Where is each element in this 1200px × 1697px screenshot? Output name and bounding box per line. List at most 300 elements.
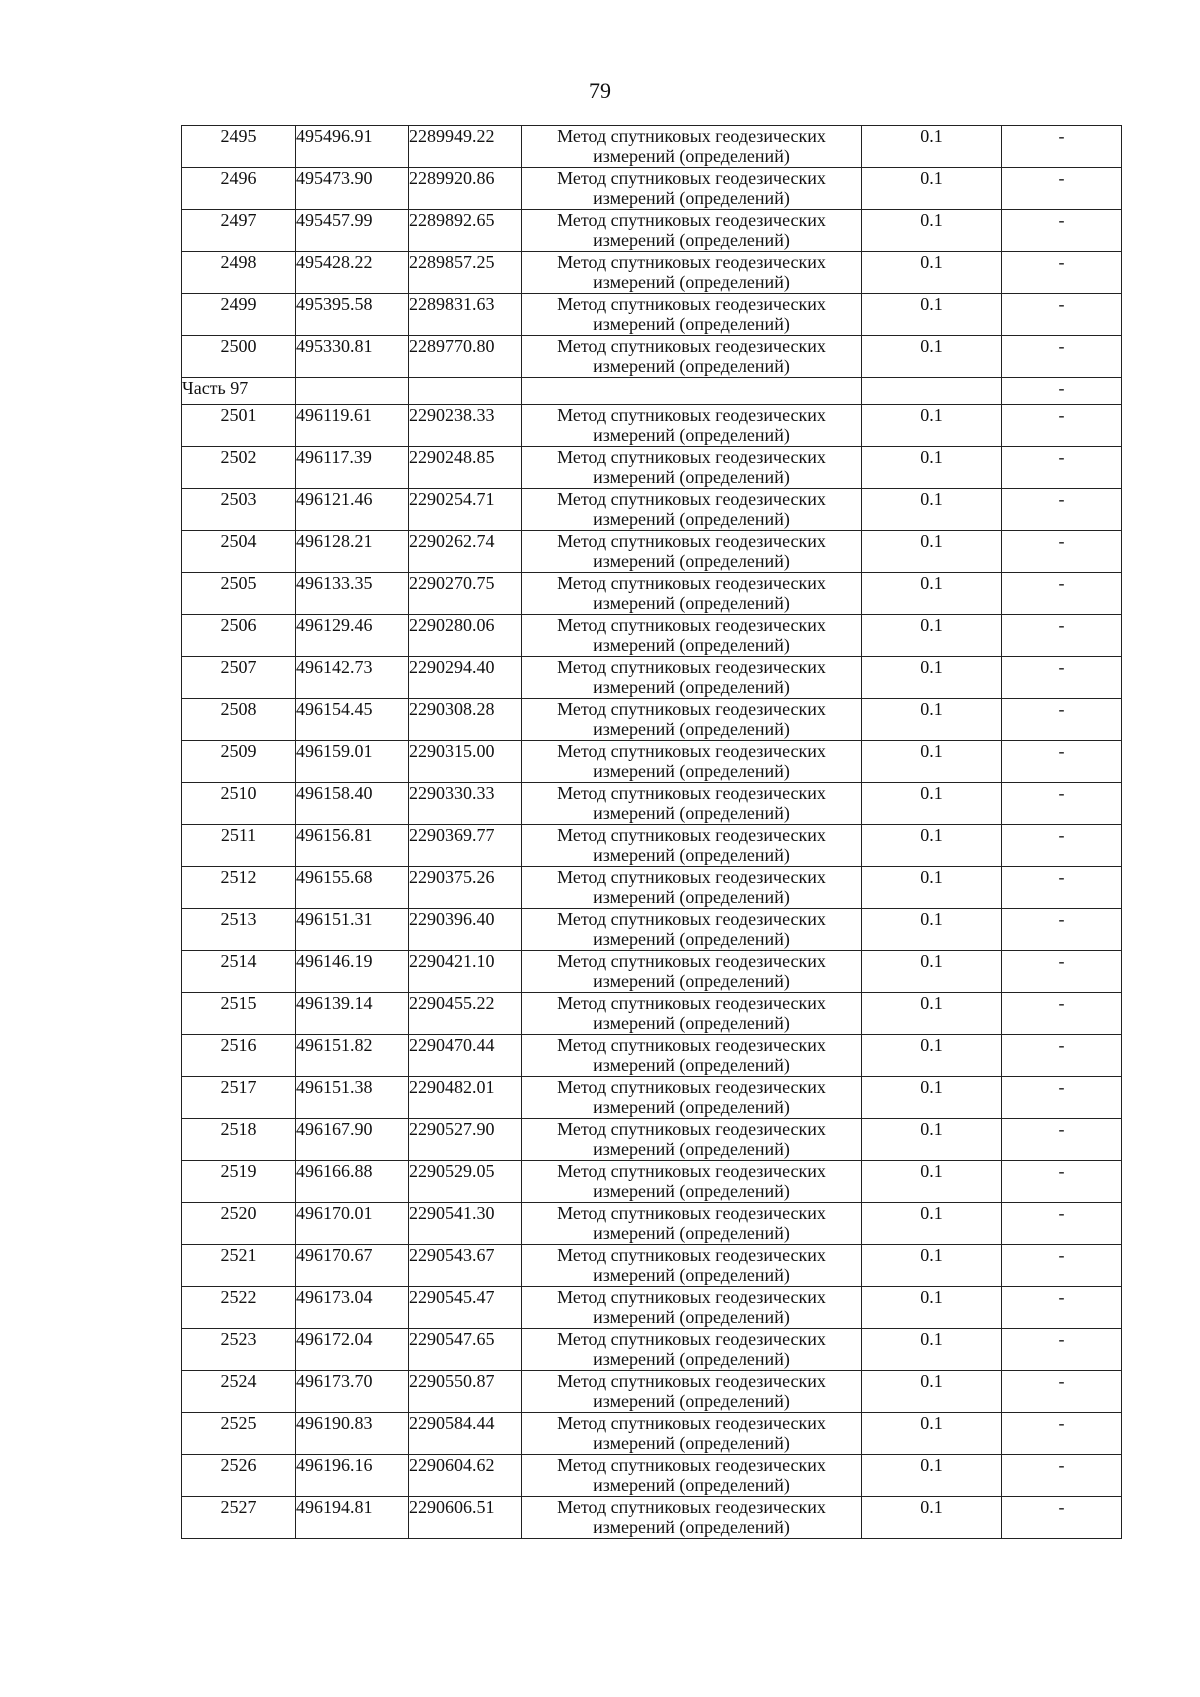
method-cell [522,1161,862,1203]
method-cell [522,951,862,993]
x-coordinate-cell: 496151.82 [296,1035,409,1077]
accuracy-cell: 0.1 [862,405,1002,447]
y-coordinate-cell: 2290396.40 [409,909,522,951]
note-cell: - [1002,867,1122,909]
accuracy-cell: 0.1 [862,126,1002,168]
accuracy-cell: 0.1 [862,1119,1002,1161]
note-cell: - [1002,1203,1122,1245]
y-coordinate-cell: 2290543.67 [409,1245,522,1287]
table-row [182,1455,1122,1497]
note-cell: - [1002,783,1122,825]
table-row [182,1035,1122,1077]
x-coordinate-cell: 496154.45 [296,699,409,741]
table-row [182,1329,1122,1371]
point-number-cell: 2525 [182,1413,296,1455]
method-cell [522,1119,862,1161]
y-coordinate-cell: 2290606.51 [409,1497,522,1539]
method-line-2: измерений (определений) [593,1223,790,1243]
x-coordinate-cell: 496190.83 [296,1413,409,1455]
method-cell [522,126,862,168]
method-line-1: Метод спутниковых геодезических [557,1077,826,1097]
table-row [182,294,1122,336]
y-coordinate-cell: 2289949.22 [409,126,522,168]
method-line-1: Метод спутниковых геодезических [557,336,826,356]
accuracy-cell: 0.1 [862,294,1002,336]
method-line-1: Метод спутниковых геодезических [557,951,826,971]
note-cell: - [1002,951,1122,993]
method-cell [522,1455,862,1497]
method-line-1: Метод спутниковых геодезических [557,867,826,887]
note-cell: - [1002,252,1122,294]
method-line-2: измерений (определений) [593,230,790,250]
x-coordinate-cell: 495496.91 [296,126,409,168]
method-line-1: Метод спутниковых геодезических [557,210,826,230]
method-cell [522,909,862,951]
y-coordinate-cell: 2290262.74 [409,531,522,573]
method-line-1: Метод спутниковых геодезических [557,126,826,146]
table-row [182,252,1122,294]
table-row [182,909,1122,951]
y-coordinate-cell: 2290470.44 [409,1035,522,1077]
accuracy-cell: 0.1 [862,1497,1002,1539]
point-number-cell: 2512 [182,867,296,909]
table-row [182,1371,1122,1413]
method-cell [522,210,862,252]
x-coordinate-cell: 496129.46 [296,615,409,657]
method-cell [522,1497,862,1539]
method-line-1: Метод спутниковых геодезических [557,1497,826,1517]
method-line-2: измерений (определений) [593,1391,790,1411]
accuracy-cell: 0.1 [862,252,1002,294]
table-row [182,489,1122,531]
accuracy-cell: 0.1 [862,783,1002,825]
accuracy-cell: 0.1 [862,615,1002,657]
y-coordinate-cell: 2290529.05 [409,1161,522,1203]
method-line-1: Метод спутниковых геодезических [557,573,826,593]
note-cell: - [1002,531,1122,573]
rows-after-part [182,405,1122,1539]
method-line-2: измерений (определений) [593,1349,790,1369]
method-line-1: Метод спутниковых геодезических [557,294,826,314]
method-line-2: измерений (определений) [593,887,790,907]
point-number-cell: 2504 [182,531,296,573]
point-number-cell: 2521 [182,1245,296,1287]
accuracy-cell: 0.1 [862,168,1002,210]
point-number-cell: 2495 [182,126,296,168]
method-line-1: Метод спутниковых геодезических [557,657,826,677]
rows-before-part [182,126,1122,378]
method-line-2: измерений (определений) [593,971,790,991]
point-number-cell: 2505 [182,573,296,615]
point-number-cell: 2524 [182,1371,296,1413]
table-row [182,336,1122,378]
accuracy-cell: 0.1 [862,741,1002,783]
part-empty-cell [409,378,522,405]
method-cell [522,1329,862,1371]
table-row [182,741,1122,783]
method-cell [522,336,862,378]
note-cell: - [1002,1455,1122,1497]
accuracy-cell: 0.1 [862,1161,1002,1203]
table-row [182,993,1122,1035]
y-coordinate-cell: 2290270.75 [409,573,522,615]
accuracy-cell: 0.1 [862,1245,1002,1287]
note-cell: - [1002,741,1122,783]
coordinates-table [181,125,1122,1539]
x-coordinate-cell: 496142.73 [296,657,409,699]
point-number-cell: 2511 [182,825,296,867]
method-cell [522,252,862,294]
table-row [182,1203,1122,1245]
x-coordinate-cell: 496159.01 [296,741,409,783]
y-coordinate-cell: 2290584.44 [409,1413,522,1455]
x-coordinate-cell: 496167.90 [296,1119,409,1161]
accuracy-cell: 0.1 [862,1371,1002,1413]
method-cell [522,699,862,741]
note-cell: - [1002,210,1122,252]
method-line-2: измерений (определений) [593,425,790,445]
method-line-2: измерений (определений) [593,509,790,529]
note-cell: - [1002,1245,1122,1287]
y-coordinate-cell: 2290604.62 [409,1455,522,1497]
y-coordinate-cell: 2290294.40 [409,657,522,699]
method-cell [522,783,862,825]
method-line-1: Метод спутниковых геодезических [557,168,826,188]
note-cell: - [1002,1035,1122,1077]
y-coordinate-cell: 2290421.10 [409,951,522,993]
point-number-cell: 2523 [182,1329,296,1371]
method-line-1: Метод спутниковых геодезических [557,1287,826,1307]
note-cell: - [1002,615,1122,657]
y-coordinate-cell: 2289831.63 [409,294,522,336]
method-cell [522,741,862,783]
y-coordinate-cell: 2290550.87 [409,1371,522,1413]
method-line-2: измерений (определений) [593,1181,790,1201]
y-coordinate-cell: 2290238.33 [409,405,522,447]
note-cell: - [1002,1329,1122,1371]
x-coordinate-cell: 496158.40 [296,783,409,825]
x-coordinate-cell: 496173.70 [296,1371,409,1413]
method-line-2: измерений (определений) [593,719,790,739]
x-coordinate-cell: 495428.22 [296,252,409,294]
method-line-1: Метод спутниковых геодезических [557,741,826,761]
note-cell: - [1002,1413,1122,1455]
point-number-cell: 2515 [182,993,296,1035]
x-coordinate-cell: 496166.88 [296,1161,409,1203]
table-row [182,1119,1122,1161]
method-line-2: измерений (определений) [593,845,790,865]
y-coordinate-cell: 2290315.00 [409,741,522,783]
point-number-cell: 2522 [182,1287,296,1329]
method-line-2: измерений (определений) [593,1517,790,1537]
point-number-cell: 2526 [182,1455,296,1497]
x-coordinate-cell: 496121.46 [296,489,409,531]
table-row [182,951,1122,993]
method-line-1: Метод спутниковых геодезических [557,699,826,719]
note-cell: - [1002,489,1122,531]
method-cell [522,405,862,447]
y-coordinate-cell: 2290248.85 [409,447,522,489]
y-coordinate-cell: 2289920.86 [409,168,522,210]
method-cell [522,1035,862,1077]
x-coordinate-cell: 495473.90 [296,168,409,210]
table-row [182,783,1122,825]
method-line-1: Метод спутниковых геодезических [557,252,826,272]
note-cell: - [1002,1161,1122,1203]
y-coordinate-cell: 2290254.71 [409,489,522,531]
x-coordinate-cell: 496117.39 [296,447,409,489]
table-row [182,447,1122,489]
method-cell [522,1287,862,1329]
method-line-1: Метод спутниковых геодезических [557,1035,826,1055]
method-line-1: Метод спутниковых геодезических [557,1413,826,1433]
method-line-2: измерений (определений) [593,188,790,208]
x-coordinate-cell: 496196.16 [296,1455,409,1497]
method-line-2: измерений (определений) [593,761,790,781]
method-line-2: измерений (определений) [593,1433,790,1453]
method-cell [522,993,862,1035]
method-line-1: Метод спутниковых геодезических [557,1119,826,1139]
method-cell [522,573,862,615]
method-cell [522,615,862,657]
x-coordinate-cell: 496194.81 [296,1497,409,1539]
table-row [182,531,1122,573]
point-number-cell: 2500 [182,336,296,378]
method-line-2: измерений (определений) [593,593,790,613]
part-note: - [1002,378,1122,405]
method-cell [522,1245,862,1287]
page-number: 79 [589,78,611,103]
accuracy-cell: 0.1 [862,951,1002,993]
table-row [182,867,1122,909]
method-cell [522,1077,862,1119]
accuracy-cell: 0.1 [862,993,1002,1035]
method-line-1: Метод спутниковых геодезических [557,1161,826,1181]
y-coordinate-cell: 2290369.77 [409,825,522,867]
accuracy-cell: 0.1 [862,1413,1002,1455]
point-number-cell: 2502 [182,447,296,489]
note-cell: - [1002,1371,1122,1413]
accuracy-cell: 0.1 [862,1035,1002,1077]
part-label: Часть 97 [182,378,296,405]
x-coordinate-cell: 496156.81 [296,825,409,867]
accuracy-cell: 0.1 [862,825,1002,867]
method-line-2: измерений (определений) [593,677,790,697]
method-line-2: измерений (определений) [593,146,790,166]
method-line-2: измерений (определений) [593,1097,790,1117]
method-line-1: Метод спутниковых геодезических [557,405,826,425]
note-cell: - [1002,126,1122,168]
table-row [182,1287,1122,1329]
method-cell [522,168,862,210]
y-coordinate-cell: 2290330.33 [409,783,522,825]
method-cell [522,1203,862,1245]
x-coordinate-cell: 496133.35 [296,573,409,615]
accuracy-cell: 0.1 [862,657,1002,699]
x-coordinate-cell: 496173.04 [296,1287,409,1329]
part-empty-cell [296,378,409,405]
method-line-2: измерений (определений) [593,1055,790,1075]
point-number-cell: 2499 [182,294,296,336]
method-line-2: измерений (определений) [593,467,790,487]
point-number-cell: 2507 [182,657,296,699]
method-line-1: Метод спутниковых геодезических [557,1203,826,1223]
x-coordinate-cell: 495457.99 [296,210,409,252]
method-line-2: измерений (определений) [593,1139,790,1159]
method-cell [522,657,862,699]
part-row [182,378,1122,405]
y-coordinate-cell: 2290375.26 [409,867,522,909]
accuracy-cell: 0.1 [862,1077,1002,1119]
point-number-cell: 2516 [182,1035,296,1077]
table-row [182,699,1122,741]
method-line-1: Метод спутниковых геодезических [557,825,826,845]
point-number-cell: 2509 [182,741,296,783]
method-line-2: измерений (определений) [593,635,790,655]
method-line-2: измерений (определений) [593,1265,790,1285]
table-row [182,126,1122,168]
method-line-1: Метод спутниковых геодезических [557,615,826,635]
table-row [182,1161,1122,1203]
method-line-1: Метод спутниковых геодезических [557,531,826,551]
point-number-cell: 2520 [182,1203,296,1245]
note-cell: - [1002,336,1122,378]
x-coordinate-cell: 496155.68 [296,867,409,909]
note-cell: - [1002,699,1122,741]
accuracy-cell: 0.1 [862,909,1002,951]
method-cell [522,867,862,909]
x-coordinate-cell: 495330.81 [296,336,409,378]
table-row [182,168,1122,210]
accuracy-cell: 0.1 [862,699,1002,741]
accuracy-cell: 0.1 [862,573,1002,615]
x-coordinate-cell: 496151.38 [296,1077,409,1119]
note-cell: - [1002,1077,1122,1119]
table-row [182,1077,1122,1119]
method-line-1: Метод спутниковых геодезических [557,909,826,929]
point-number-cell: 2506 [182,615,296,657]
part-empty-cell [522,378,862,405]
method-line-2: измерений (определений) [593,803,790,823]
accuracy-cell: 0.1 [862,867,1002,909]
y-coordinate-cell: 2290455.22 [409,993,522,1035]
accuracy-cell: 0.1 [862,1203,1002,1245]
method-cell [522,294,862,336]
note-cell: - [1002,825,1122,867]
accuracy-cell: 0.1 [862,447,1002,489]
note-cell: - [1002,657,1122,699]
point-number-cell: 2517 [182,1077,296,1119]
x-coordinate-cell: 496139.14 [296,993,409,1035]
accuracy-cell: 0.1 [862,1455,1002,1497]
method-line-1: Метод спутниковых геодезических [557,489,826,509]
method-line-1: Метод спутниковых геодезических [557,1245,826,1265]
table-row [182,657,1122,699]
y-coordinate-cell: 2290545.47 [409,1287,522,1329]
accuracy-cell: 0.1 [862,489,1002,531]
method-cell [522,1413,862,1455]
note-cell: - [1002,993,1122,1035]
x-coordinate-cell: 496170.01 [296,1203,409,1245]
method-cell [522,531,862,573]
point-number-cell: 2514 [182,951,296,993]
method-line-2: измерений (определений) [593,314,790,334]
note-cell: - [1002,168,1122,210]
point-number-cell: 2503 [182,489,296,531]
method-line-2: измерений (определений) [593,929,790,949]
note-cell: - [1002,294,1122,336]
table-row [182,573,1122,615]
table-row [182,1413,1122,1455]
x-coordinate-cell: 496170.67 [296,1245,409,1287]
point-number-cell: 2510 [182,783,296,825]
method-line-2: измерений (определений) [593,1013,790,1033]
method-cell [522,489,862,531]
part-section [182,378,1122,405]
method-line-2: измерений (определений) [593,1475,790,1495]
table-row [182,1497,1122,1539]
method-line-1: Метод спутниковых геодезических [557,1329,826,1349]
part-empty-cell [862,378,1002,405]
y-coordinate-cell: 2290541.30 [409,1203,522,1245]
y-coordinate-cell: 2290482.01 [409,1077,522,1119]
table-row [182,825,1122,867]
point-number-cell: 2496 [182,168,296,210]
y-coordinate-cell: 2290280.06 [409,615,522,657]
method-line-1: Метод спутниковых геодезических [557,783,826,803]
x-coordinate-cell: 496151.31 [296,909,409,951]
accuracy-cell: 0.1 [862,1287,1002,1329]
y-coordinate-cell: 2290547.65 [409,1329,522,1371]
method-line-1: Метод спутниковых геодезических [557,1371,826,1391]
method-cell [522,825,862,867]
method-cell [522,1371,862,1413]
note-cell: - [1002,1119,1122,1161]
table-row [182,210,1122,252]
point-number-cell: 2518 [182,1119,296,1161]
point-number-cell: 2519 [182,1161,296,1203]
point-number-cell: 2508 [182,699,296,741]
accuracy-cell: 0.1 [862,1329,1002,1371]
method-line-2: измерений (определений) [593,272,790,292]
note-cell: - [1002,1287,1122,1329]
table-row [182,615,1122,657]
y-coordinate-cell: 2289770.80 [409,336,522,378]
method-line-2: измерений (определений) [593,356,790,376]
y-coordinate-cell: 2289892.65 [409,210,522,252]
point-number-cell: 2513 [182,909,296,951]
y-coordinate-cell: 2290308.28 [409,699,522,741]
table-row [182,1245,1122,1287]
x-coordinate-cell: 496119.61 [296,405,409,447]
y-coordinate-cell: 2289857.25 [409,252,522,294]
note-cell: - [1002,1497,1122,1539]
point-number-cell: 2498 [182,252,296,294]
accuracy-cell: 0.1 [862,210,1002,252]
note-cell: - [1002,573,1122,615]
point-number-cell: 2497 [182,210,296,252]
note-cell: - [1002,405,1122,447]
note-cell: - [1002,909,1122,951]
table-row [182,405,1122,447]
y-coordinate-cell: 2290527.90 [409,1119,522,1161]
method-line-1: Метод спутниковых геодезических [557,993,826,1013]
method-line-2: измерений (определений) [593,1307,790,1327]
x-coordinate-cell: 496128.21 [296,531,409,573]
accuracy-cell: 0.1 [862,531,1002,573]
method-cell [522,447,862,489]
point-number-cell: 2501 [182,405,296,447]
